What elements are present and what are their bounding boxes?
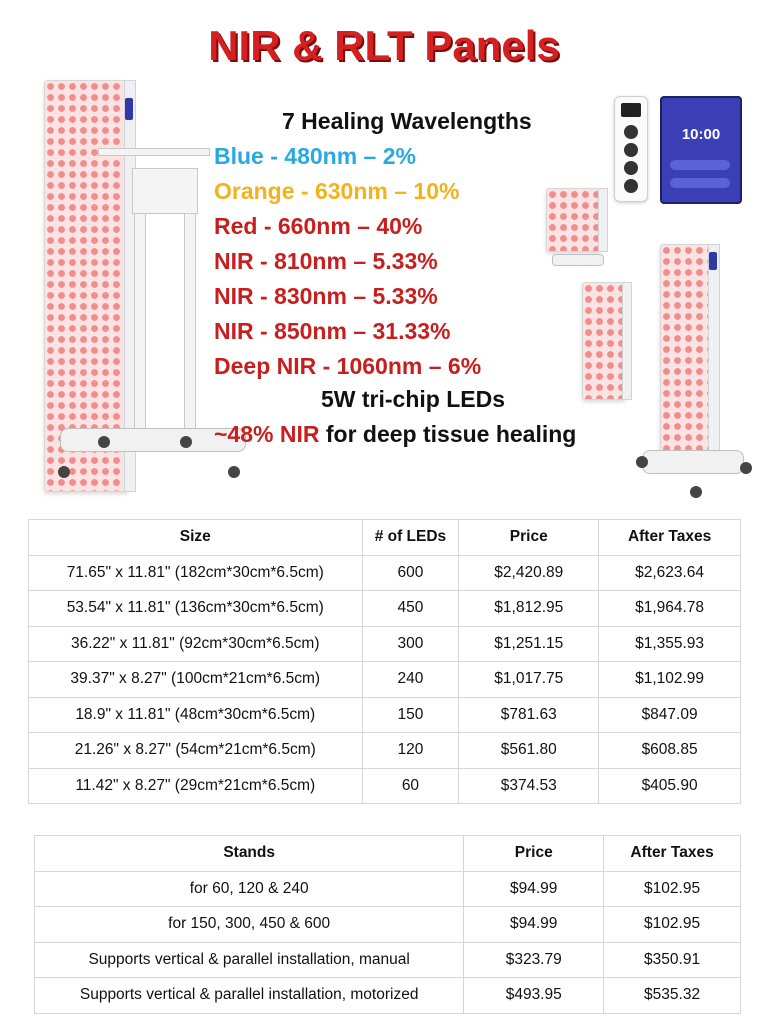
column-header-stands: Stands	[35, 836, 464, 872]
table-row	[35, 978, 741, 1014]
wavelength-deep-nir: Deep NIR - 1060nm – 6%	[214, 353, 482, 379]
nir-summary	[214, 421, 576, 448]
table-row	[35, 907, 741, 943]
nir-percentage: ~48% NIR	[214, 421, 320, 447]
after-taxes-cell: $1,355.93	[599, 626, 741, 662]
stand-cell: Supports vertical & parallel installation, manual	[35, 942, 464, 978]
wavelength-orange: Orange - 630nm – 10%	[214, 178, 460, 204]
table-header-row	[29, 520, 741, 556]
wheel-icon	[690, 486, 702, 498]
price-cell: $1,812.95	[459, 591, 599, 627]
controller-time: 10:00	[681, 126, 721, 143]
table-row	[35, 871, 741, 907]
price-cell: $493.95	[464, 978, 604, 1014]
wavelength-nir-810: NIR - 810nm – 5.33%	[214, 248, 438, 274]
panel-side-strip	[622, 282, 632, 400]
price-cell: $94.99	[464, 871, 604, 907]
wheel-icon	[98, 436, 110, 448]
stand-cell: Supports vertical & parallel installation, motorized	[35, 978, 464, 1014]
small-led-panel	[546, 188, 602, 252]
stand-crossbar	[98, 148, 210, 156]
page-title: NIR & RLT Panels	[208, 22, 560, 69]
controller-screen	[660, 96, 742, 204]
leds-cell: 300	[362, 626, 459, 662]
wheel-icon	[228, 466, 240, 478]
after-taxes-cell: $535.32	[604, 978, 741, 1014]
price-cell: $323.79	[464, 942, 604, 978]
table-row	[29, 591, 741, 627]
stand-base	[642, 450, 744, 474]
table-header-row	[35, 836, 741, 872]
column-header-after-taxes: After Taxes	[604, 836, 741, 872]
column-header-after-taxes: After Taxes	[599, 520, 741, 556]
after-taxes-cell: $1,102.99	[599, 662, 741, 698]
size-cell: 18.9" x 11.81" (48cm*30cm*6.5cm)	[29, 697, 363, 733]
after-taxes-cell: $847.09	[599, 697, 741, 733]
size-cell: 71.65" x 11.81" (182cm*30cm*6.5cm)	[29, 555, 363, 591]
column-header-price: Price	[459, 520, 599, 556]
after-taxes-cell: $1,964.78	[599, 591, 741, 627]
after-taxes-cell: $405.90	[599, 768, 741, 804]
panel-screen	[709, 252, 717, 270]
table-row	[29, 697, 741, 733]
column-header-leds: # of LEDs	[362, 520, 459, 556]
stands-price-table	[34, 835, 741, 1014]
price-cell: $94.99	[464, 907, 604, 943]
size-cell: 11.42" x 8.27" (29cm*21cm*6.5cm)	[29, 768, 363, 804]
after-taxes-cell: $350.91	[604, 942, 741, 978]
wheel-icon	[58, 466, 70, 478]
price-cell: $561.80	[459, 733, 599, 769]
wheel-icon	[636, 456, 648, 468]
wheel-icon	[740, 462, 752, 474]
wheel-icon	[180, 436, 192, 448]
price-cell: $781.63	[459, 697, 599, 733]
wavelength-blue: Blue - 480nm – 2%	[214, 143, 416, 169]
panel-side-strip	[708, 244, 720, 458]
wavelength-nir-850: NIR - 850nm – 31.33%	[214, 318, 451, 344]
chip-note: 5W tri-chip LEDs	[321, 386, 506, 412]
medium-led-panel	[582, 282, 626, 400]
leds-cell: 600	[362, 555, 459, 591]
after-taxes-cell: $2,623.64	[599, 555, 741, 591]
column-header-price: Price	[464, 836, 604, 872]
size-cell: 39.37" x 8.27" (100cm*21cm*6.5cm)	[29, 662, 363, 698]
stand-cell: for 150, 300, 450 & 600	[35, 907, 464, 943]
remote-control-icon	[614, 96, 648, 202]
leds-cell: 450	[362, 591, 459, 627]
size-cell: 53.54" x 11.81" (136cm*30cm*6.5cm)	[29, 591, 363, 627]
table-row	[29, 626, 741, 662]
panel-side-strip	[598, 188, 608, 252]
after-taxes-cell: $608.85	[599, 733, 741, 769]
price-cell: $1,251.15	[459, 626, 599, 662]
wavelengths-heading: 7 Healing Wavelengths	[282, 108, 532, 134]
table-row	[29, 662, 741, 698]
leds-cell: 240	[362, 662, 459, 698]
panels-price-table	[28, 519, 741, 804]
price-cell: $374.53	[459, 768, 599, 804]
table-row	[29, 768, 741, 804]
leds-cell: 120	[362, 733, 459, 769]
after-taxes-cell: $102.95	[604, 907, 741, 943]
leds-cell: 150	[362, 697, 459, 733]
size-cell: 36.22" x 11.81" (92cm*30cm*6.5cm)	[29, 626, 363, 662]
wavelength-nir-830: NIR - 830nm – 5.33%	[214, 283, 438, 309]
table-row	[35, 942, 741, 978]
small-stand	[552, 254, 604, 266]
size-cell: 21.26" x 8.27" (54cm*21cm*6.5cm)	[29, 733, 363, 769]
stand-cell: for 60, 120 & 240	[35, 871, 464, 907]
stand-bracket	[132, 168, 198, 214]
price-cell: $2,420.89	[459, 555, 599, 591]
leds-cell: 60	[362, 768, 459, 804]
wavelength-red: Red - 660nm – 40%	[214, 213, 423, 239]
panel-screen	[125, 98, 133, 120]
nir-summary-text: for deep tissue healing	[325, 421, 577, 447]
table-row	[29, 733, 741, 769]
tall-led-panel	[660, 244, 712, 458]
column-header-size: Size	[29, 520, 363, 556]
after-taxes-cell: $102.95	[604, 871, 741, 907]
price-cell: $1,017.75	[459, 662, 599, 698]
table-row	[29, 555, 741, 591]
